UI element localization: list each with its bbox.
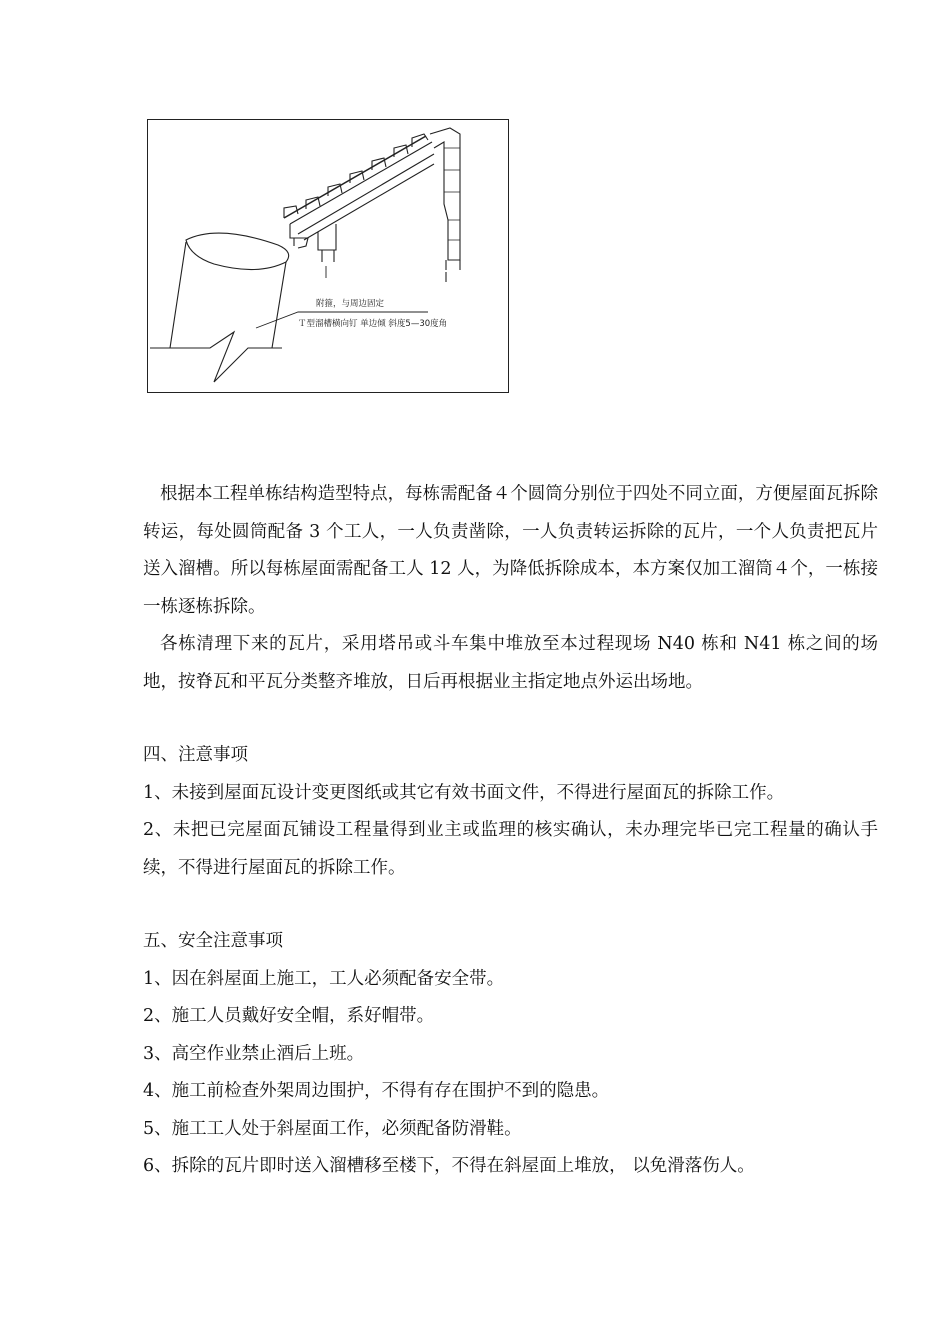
section-5-item: 6、拆除的瓦片即时送入溜槽移至楼下，不得在斜屋面上堆放， 以免滑落伤人。: [143, 1156, 755, 1176]
paragraph-2: 各栋清理下来的瓦片，采用塔吊或斗车集中堆放至本过程现场 N40 栋和 N41 栋之间的场地，按脊瓦和平瓦分类整齐堆放，日后再根据业主指定地点外运出场地。: [143, 634, 878, 692]
section-safety: [143, 923, 878, 1186]
body-paragraphs: [143, 476, 878, 701]
paragraph-1: 根据本工程单栋结构造型特点，每栋需配备４个圆筒分别位于四处不同立面，方便屋面瓦拆除转运，每处圆筒配备 3 个工人，一人负责凿除，一人负责转运拆除的瓦片，一个人负责把瓦片送入溜槽。所以每栋屋面需配备工人 12 人，为降低拆除成本，本方案仅加工溜筒４个，一栋接一栋逐栋拆除。: [143, 484, 878, 617]
section-4-title: 四、注意事项: [143, 745, 248, 765]
section-4-item: 2、未把已完屋面瓦铺设工程量得到业主或监理的核实确认，未办理完毕已完工程量的确认手续，不得进行屋面瓦的拆除工作。: [143, 820, 878, 878]
section-5-item: 2、施工人员戴好安全帽，系好帽带。: [143, 1006, 435, 1026]
section-5-title: 五、安全注意事项: [143, 931, 283, 951]
section-notes: [143, 737, 878, 887]
section-5-item: 1、因在斜屋面上施工，工人必须配备安全带。: [143, 968, 505, 989]
roof-chute-diagram: [147, 119, 509, 393]
section-5-item: 3、高空作业禁止酒后上班。: [143, 1043, 365, 1064]
section-5-item: 5、施工工人处于斜屋面工作，必须配备防滑鞋。: [143, 1118, 522, 1139]
diagram-annotation-2: Ｔ型溜槽横向钉 单边倾 斜度5—30度角: [298, 319, 448, 329]
diagram-annotation-1: 附箍，与周边固定: [316, 299, 385, 309]
section-4-item: 1、未接到屋面瓦设计变更图纸或其它有效书面文件，不得进行屋面瓦的拆除工作。: [143, 782, 785, 803]
section-5-item: 4、施工前检查外架周边围护，不得有存在围护不到的隐患。: [143, 1081, 610, 1101]
